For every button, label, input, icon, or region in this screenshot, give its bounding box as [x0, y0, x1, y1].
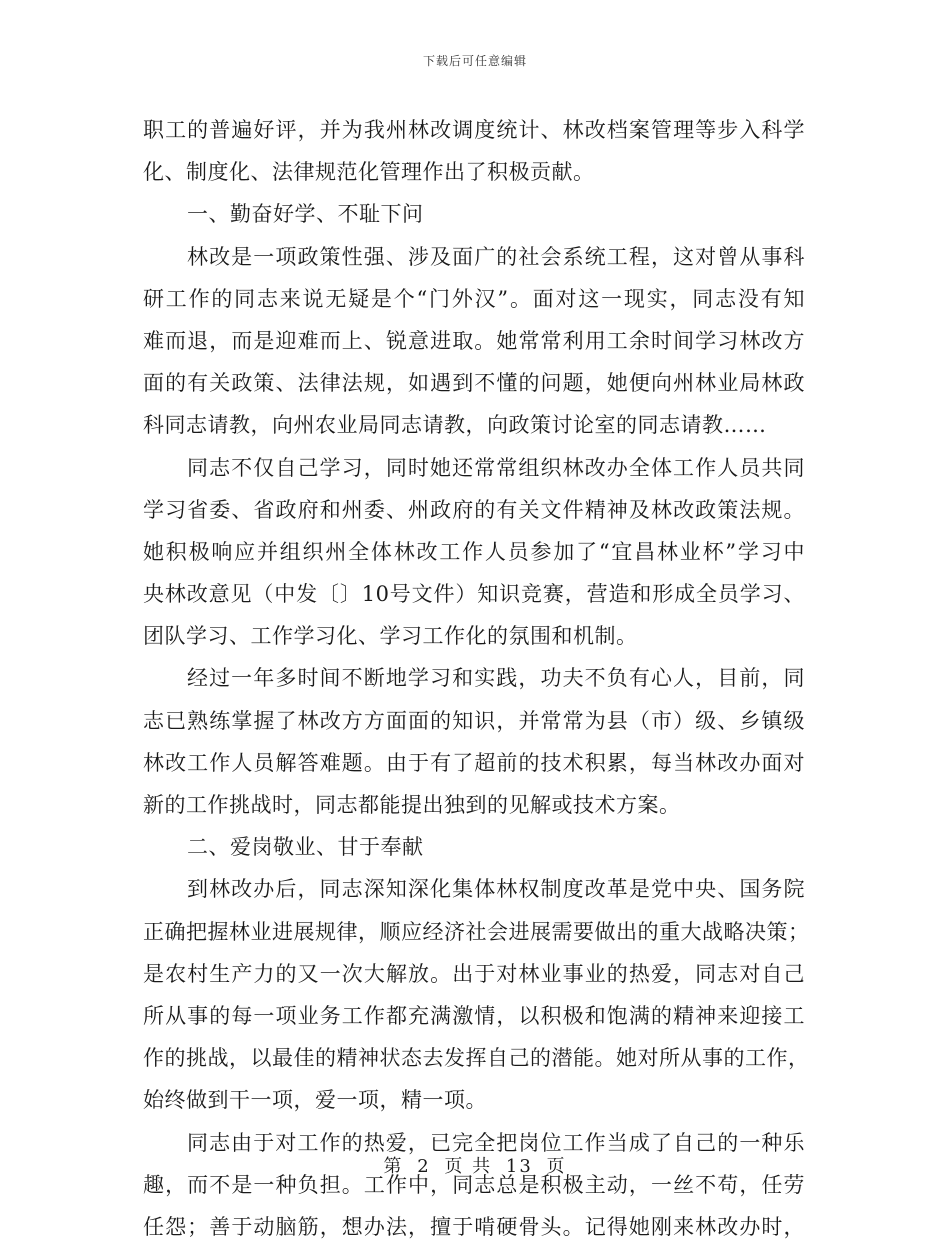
- text-line: 学习省委、省政府和州委、州政府的有关文件精神及林改政策法规。: [143, 497, 805, 522]
- text-line: 新的工作挑战时，同志都能提出独到的见解或技术方案。: [143, 793, 681, 817]
- text-line: 一、勤奋好学、不耻下问: [187, 202, 424, 227]
- text-line: 是农村生产力的又一次大解放。出于对林业事业的热爱，同志对自己: [143, 961, 805, 986]
- text-line: 难而退，而是迎难而上、锐意进取。她常常利用工余时间学习林改方: [143, 328, 805, 353]
- text-line: 科同志请教，向州农业局同志请教，向政策讨论室的同志请教……: [143, 413, 767, 438]
- text-line: 研工作的同志来说无疑是个“门外汉”。面对这一现实，同志没有知: [143, 286, 805, 311]
- page-footer: [0, 1152, 950, 1178]
- text-line: 同志不仅自己学习，同时她还常常组织林改办全体工作人员共同: [187, 455, 805, 480]
- text-line: 同志由于对工作的热爱，已完全把岗位工作当成了自己的一种乐: [187, 1130, 805, 1155]
- text-line: 经过一年多时间不断地学习和实践，功夫不负有心人，目前，同: [187, 666, 805, 691]
- text-line: 职工的普遍好评，并为我州林改调度统计、林改档案管理等步入科学: [143, 118, 805, 142]
- text-line: 林改工作人员解答难题。由于有了超前的技术积累，每当林改办面对: [143, 750, 805, 775]
- text-line: 到林改办后，同志深知深化集体林权制度改革是党中央、国务院: [187, 877, 805, 902]
- document-body: [143, 109, 810, 1248]
- footer-total-pages: 13: [505, 1156, 533, 1177]
- text-line: 志已熟练掌握了林改方方面面的知识，并常常为县（市）级、乡镇级: [143, 708, 805, 733]
- text-line: 二、爱岗敬业、甘于奉献: [187, 835, 424, 860]
- footer-page-number: 2: [417, 1156, 431, 1177]
- text-line: 面的有关政策、法律法规，如遇到不懂的问题，她便向州林业局林政: [143, 371, 805, 396]
- text-line: 所从事的每一项业务工作都充满激情，以积极和饱满的精神来迎接工: [143, 1003, 805, 1028]
- footer-prefix: 第: [383, 1156, 404, 1177]
- text-line: 化、制度化、法律规范化管理作出了积极贡献。: [143, 160, 595, 185]
- text-line: 作的挑战，以最佳的精神状态去发挥自己的潜能。她对所从事的工作，: [143, 1046, 810, 1071]
- text-line: 林改是一项政策性强、涉及面广的社会系统工程，这对曾从事科: [187, 244, 805, 269]
- text-line: 团队学习、工作学习化、学习工作化的氛围和机制。: [143, 624, 638, 649]
- page-header: 下载后可任意编辑: [422, 54, 527, 68]
- text-line: 始终做到干一项，爱一项，精一项。: [143, 1088, 487, 1113]
- footer-suffix: 页: [546, 1156, 567, 1177]
- text-line: 央林改意见（中发〔〕10号文件）知识竞赛，营造和形成全员学习、: [143, 582, 805, 607]
- text-line: 趣，而不是一种负担。工作中，同志总是积极主动，一丝不苟，任劳: [143, 1172, 805, 1197]
- text-line: 正确把握林业进展规律，顺应经济社会进展需要做出的重大战略决策；: [143, 919, 810, 944]
- footer-middle: 页 共: [444, 1156, 493, 1177]
- text-line: 她积极响应并组织州全体林改工作人员参加了“宜昌林业杯”学习中: [143, 539, 805, 564]
- text-line: 任怨；善于动脑筋，想办法，擅于啃硬骨头。记得她刚来林改办时，: [143, 1214, 805, 1239]
